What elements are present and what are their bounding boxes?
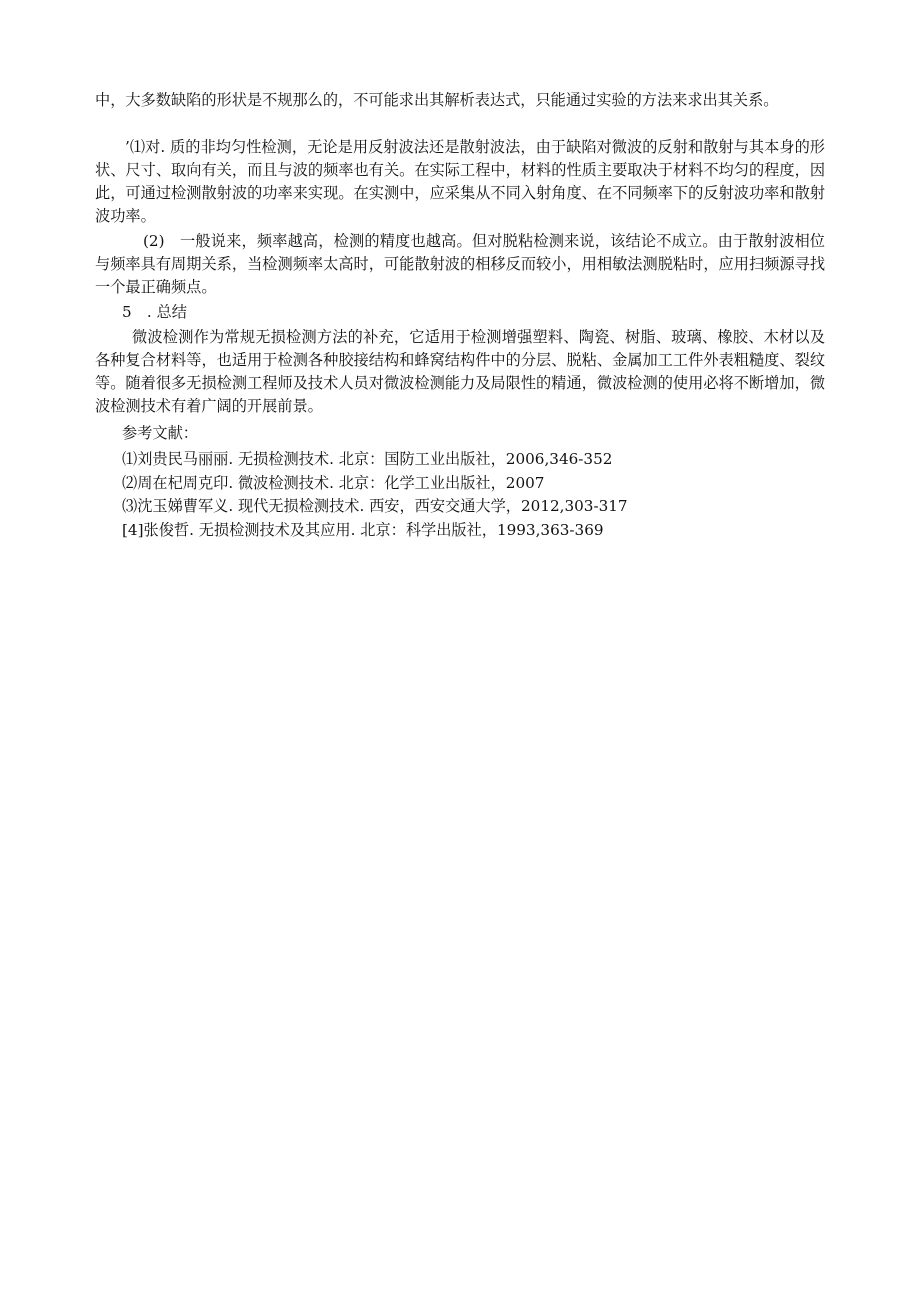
reference-item-1: ⑴刘贵民马丽丽. 无损检测技术. 北京：国防工业出版社，2006,346-352 [122, 450, 613, 468]
summary-paragraph: 微波检测作为常规无损检测方法的补充，它适用于检测增强塑料、陶瓷、树脂、玻璃、橡胶、木材以及各种复合材料等，也适用于检测各种胶接结构和蜂窝结构件中的分层、脱粘、金属加工工件外表粗糙度、裂纹等。随着很多无损检测工程师及技术人员对微波检测能力及局限性的精通，微波检测的使用必将不断增加，微波检测技术有着广阔的开展前景。 [95, 328, 825, 415]
reference-item-3: ⑶沈玉娣曹军义. 现代无损检测技术. 西安，西安交通大学，2012,303-317 [122, 497, 628, 515]
reference-list [122, 448, 628, 542]
reference-item-2: ⑵周在杞周克印. 微波检测技术. 北京：化学工业出版社，2007 [122, 473, 545, 492]
reference-item-4: [4]张俊哲. 无损检测技术及其应用. 北京：科学出版社，1993,363-369 [122, 520, 604, 539]
item-1-paragraph: ’⑴对. 质的非均匀性检测，无论是用反射波法还是散射波法，由于缺陷对微波的反射和散射与其本身的形状、尺寸、取向有关，而且与波的频率也有关。在实际工程中，材料的性质主要取决于材料不均匀的程度，因此，可通过检测散射波的功率来实现。在实测中，应采集从不同入射角度、在不同频率下的反射波功率和散射波功率。 [95, 138, 825, 225]
references-title: 参考文献： [122, 424, 198, 442]
item-2-paragraph: (2) 一般说来，频率越高，检测的精度也越高。但对脱粘检测来说，该结论不成立。由于散射波相位与频率具有周期关系，当检测频率太高时，可能散射波的相移反而较小，用相敏法测脱粘时，应用扫频源寻找一个最正确频点。 [95, 232, 825, 296]
section-heading: 5 . 总结 [122, 303, 187, 321]
continuation-paragraph: 中，大多数缺陷的形状是不规那么的，不可能求出其解析表达式，只能通过实验的方法来求出其关系。 [95, 91, 779, 109]
